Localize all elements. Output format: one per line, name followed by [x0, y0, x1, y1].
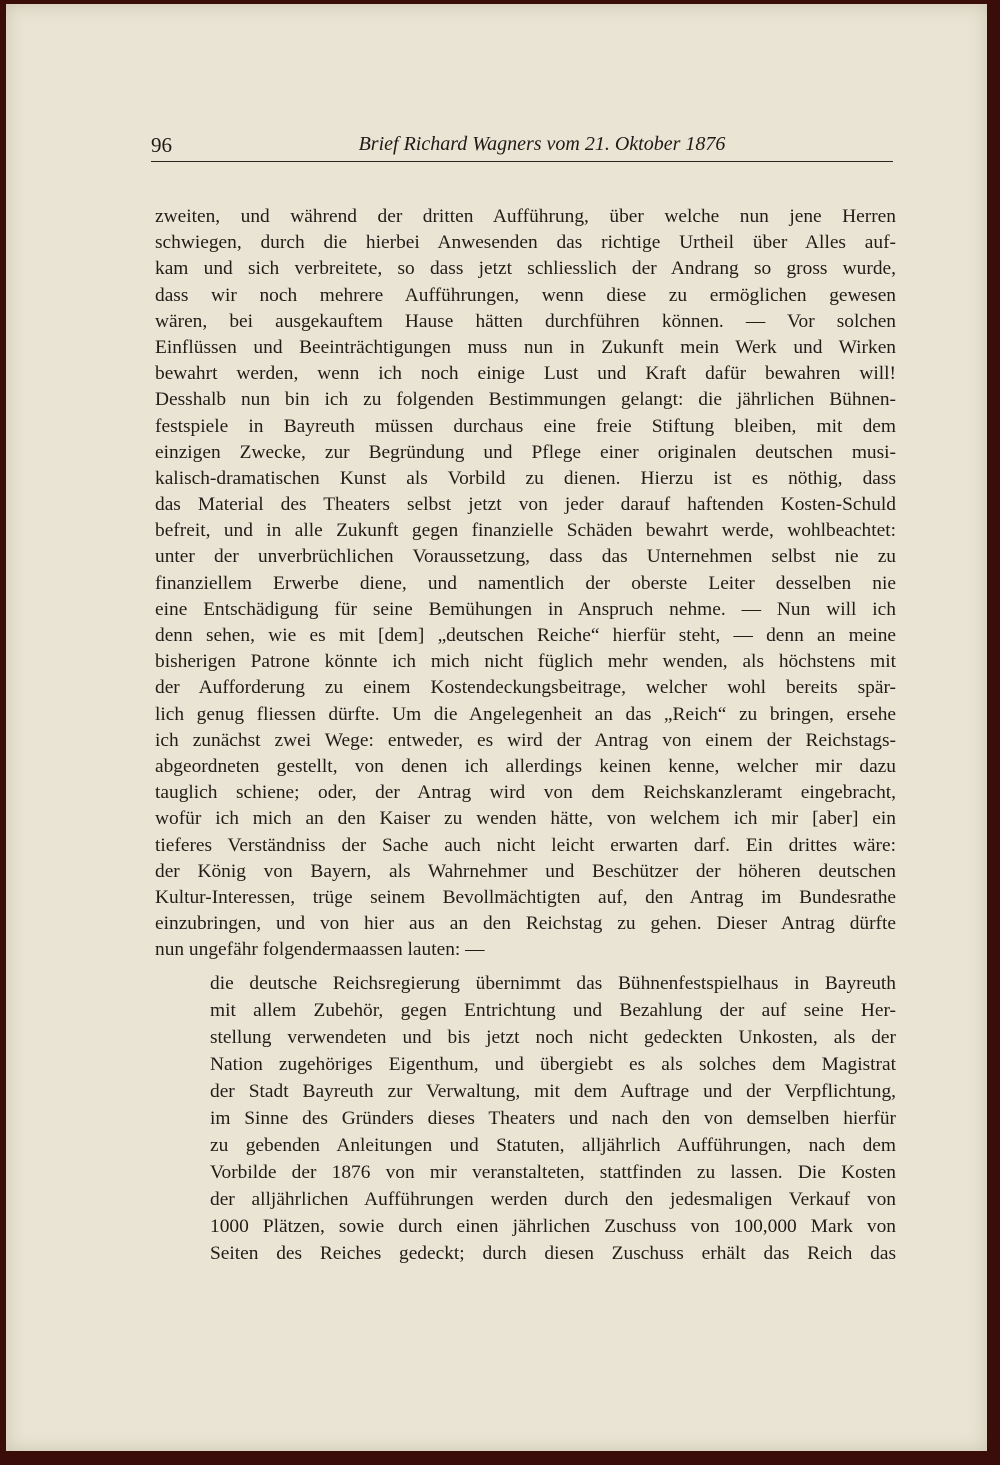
- quote-line: der Stadt Bayreuth zur Verwaltung, mit dem Auftrage und der Verpflichtung,: [210, 1081, 896, 1102]
- text-line: der König von Bayern, als Wahrnehmer und Beschützer der höheren deutschen: [155, 860, 896, 882]
- text-line: Kultur-Interessen, trüge seinem Bevollmächtigten auf, den Antrag im Bundesrathe: [155, 886, 896, 908]
- quote-line: 1000 Plätzen, sowie durch einen jährlichen Zuschuss von 100,000 Mark von: [210, 1216, 896, 1237]
- quote-line: Vorbilde der 1876 von mir veranstalteten, stattfinden zu lassen. Die Kosten: [210, 1162, 896, 1183]
- quote-line: Seiten des Reiches gedeckt; durch diesen Zuschuss erhält das Reich das: [210, 1243, 896, 1264]
- body-text: [155, 204, 896, 963]
- text-line: nun ungefähr folgendermaassen lauten: —: [155, 939, 485, 961]
- text-line: tieferes Verständniss der Sache auch nicht leicht erwarten darf. Ein drittes wäre:: [155, 834, 896, 856]
- quote-line: im Sinne des Gründers dieses Theaters und nach den von demselben hierfür: [210, 1108, 896, 1129]
- quote-line: mit allem Zubehör, gegen Entrichtung und Bezahlung der auf seine Her-: [210, 1000, 896, 1021]
- text-line: denn sehen, wie es mit [dem] „deutschen Reiche“ hierfür steht, — denn an meine: [155, 625, 896, 646]
- quote-line: stellung verwendeten und bis jetzt noch nicht gedeckten Unkosten, als der: [210, 1027, 896, 1048]
- text-line: einzubringen, und von hier aus an den Reichstag zu gehen. Dieser Antrag dürfte: [155, 913, 896, 935]
- text-line: befreit, und in alle Zukunft gegen finanzielle Schäden bewahrt werde, wohlbeachtet:: [155, 520, 896, 542]
- block-quote: [210, 970, 896, 1267]
- page-number: 96: [151, 133, 172, 157]
- text-line: lich genug fliessen dürfte. Um die Angelegenheit an das „Reich“ zu bringen, ersehe: [155, 703, 896, 725]
- quote-line: Nation zugehöriges Eigenthum, und übergiebt es als solches dem Magistrat: [210, 1054, 896, 1075]
- text-line: wären, bei ausgekauftem Hause hätten durchführen können. — Vor solchen: [155, 310, 896, 332]
- text-line: der Aufforderung zu einem Kostendeckungsbeitrage, welcher wohl bereits spär-: [155, 677, 896, 699]
- text-line: kam und sich verbreitete, so dass jetzt schliesslich der Andrang so gross wurde,: [155, 258, 896, 280]
- text-line: dass wir noch mehrere Aufführungen, wenn diese zu ermöglichen gewesen: [155, 284, 896, 306]
- running-title: Brief Richard Wagners vom 21. Oktober 1876: [358, 133, 726, 155]
- quote-line: die deutsche Reichsregierung übernimmt das Bühnenfestspielhaus in Bayreuth: [210, 973, 896, 994]
- text-line: bewahrt werden, wenn ich noch einige Lust und Kraft dafür bewahren will!: [155, 363, 896, 385]
- text-line: festspiele in Bayreuth müssen durchaus eine freie Stiftung bleiben, mit dem: [155, 415, 896, 437]
- quote-line: zu gebenden Anleitungen und Statuten, alljährlich Aufführungen, nach dem: [210, 1135, 896, 1156]
- text-line: abgeordneten gestellt, von denen ich allerdings keinen kenne, welcher mir dazu: [155, 755, 896, 777]
- text-line: finanziellem Erwerbe diene, und namentlich der oberste Leiter desselben nie: [155, 572, 896, 594]
- text-line: unter der unverbrüchlichen Voraussetzung, dass das Unternehmen selbst nie zu: [155, 546, 896, 568]
- text-line: einzigen Zwecke, zur Begründung und Pflege einer originalen deutschen musi-: [155, 441, 896, 463]
- text-line: schwiegen, durch die hierbei Anwesenden das richtige Urtheil über Alles auf-: [155, 232, 896, 254]
- text-line: Desshalb nun bin ich zu folgenden Bestimmungen gelangt: die jährlichen Bühnen-: [155, 389, 896, 411]
- text-line: kalisch-dramatischen Kunst als Vorbild zu dienen. Hierzu ist es nöthig, dass: [155, 467, 896, 489]
- text-line: tauglich schiene; oder, der Antrag wird von dem Reichskanzleramt eingebracht,: [155, 782, 896, 804]
- page-header: [151, 131, 893, 162]
- quote-line: der alljährlichen Aufführungen werden durch den jedesmaligen Verkauf von: [210, 1189, 896, 1210]
- text-line: eine Entschädigung für seine Bemühungen in Anspruch nehme. — Nun will ich: [155, 598, 896, 620]
- text-line: bisherigen Patrone könnte ich mich nicht füglich mehr wenden, als höchstens mit: [155, 651, 896, 673]
- text-line: das Material des Theaters selbst jetzt von jeder darauf haftenden Kosten-Schuld: [155, 494, 896, 516]
- text-line: zweiten, und während der dritten Aufführung, über welche nun jene Herren: [155, 206, 896, 227]
- text-line: wofür ich mich an den Kaiser zu wenden hätte, von welchem ich mir [aber] ein: [155, 808, 896, 830]
- text-line: ich zunächst zwei Wege: entweder, es wird der Antrag von einem der Reichstags-: [155, 729, 896, 751]
- text-line: Einflüssen und Beeinträchtigungen muss nun in Zukunft mein Werk und Wirken: [155, 336, 896, 358]
